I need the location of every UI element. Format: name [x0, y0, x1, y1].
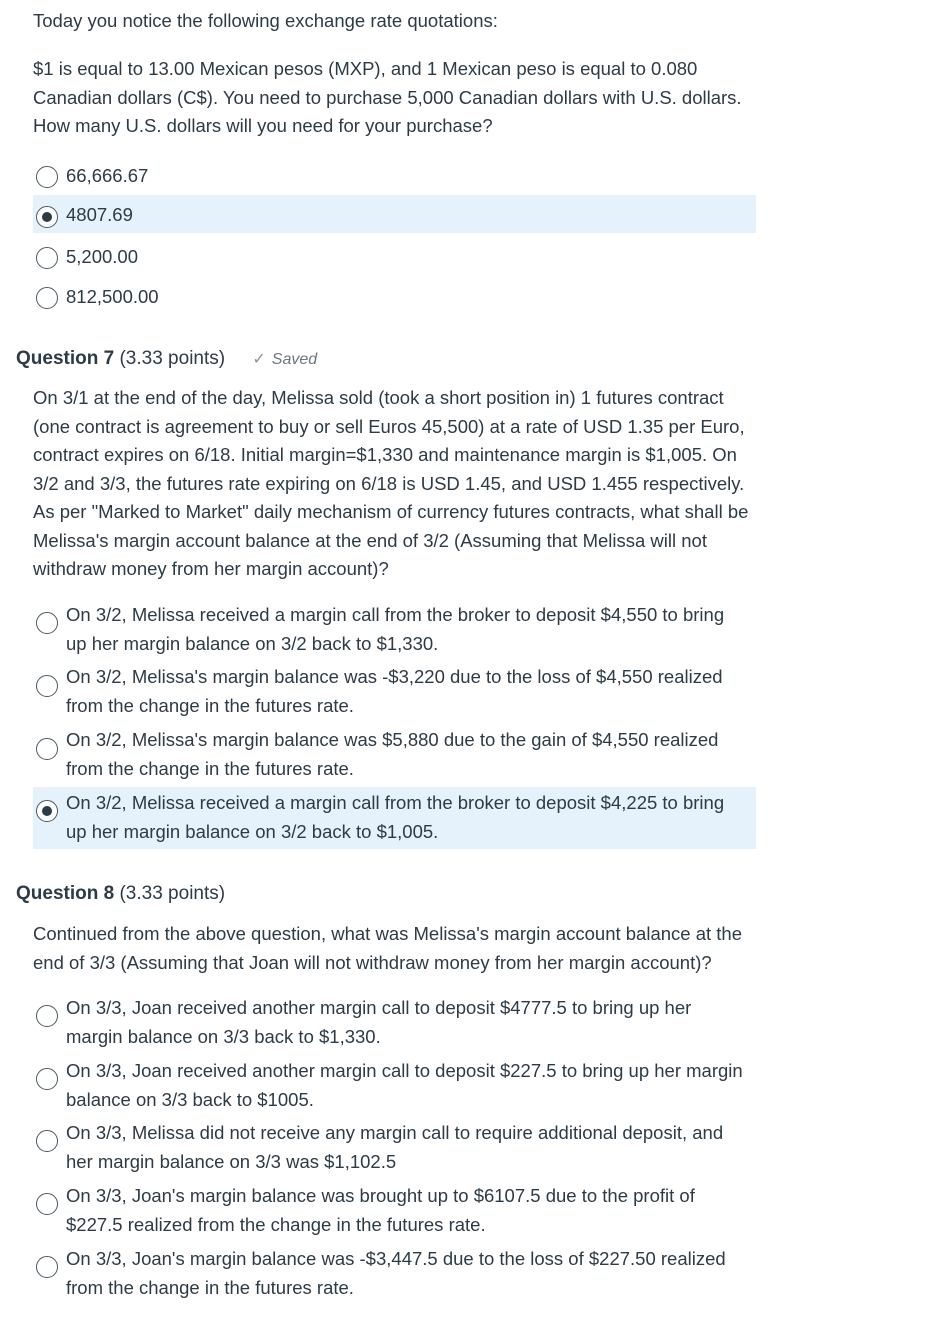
radio-button[interactable] [36, 287, 58, 309]
option-label: 4807.69 [66, 204, 133, 225]
q7-option-1[interactable] [33, 600, 756, 662]
radio-button[interactable] [36, 1005, 58, 1027]
q8-option-2[interactable] [33, 1057, 756, 1119]
option-label: On 3/3, Joan's margin balance was brought up to $6107.5 due to the profit of $227.5 realized from the change in the futures rate. [66, 1185, 695, 1235]
option-label: On 3/3, Joan's margin balance was -$3,447.5 due to the loss of $227.50 realized from the change in the futures rate. [66, 1248, 726, 1298]
saved-label: Saved [271, 351, 318, 368]
q7-points: (3.33 points) [119, 348, 226, 369]
q8-option-5[interactable] [33, 1245, 756, 1307]
q6-question-text: $1 is equal to 13.00 Mexican pesos (MXP), and 1 Mexican peso is equal to 0.080 Canadian dollars (C$). You need to purchase 5,000 Canadian dollars with U.S. dollars. How many U.S. dollars will you need for your purchase? [33, 58, 742, 136]
q8-header [16, 881, 225, 907]
radio-button-selected[interactable] [36, 800, 58, 822]
radio-button[interactable] [36, 1068, 58, 1090]
q7-option-4[interactable] [33, 787, 756, 849]
option-label: On 3/3, Joan received another margin call to deposit $4777.5 to bring up her margin balance on 3/3 back to $1,330. [66, 997, 692, 1047]
option-label: 5,200.00 [66, 246, 139, 267]
radio-button[interactable] [36, 1193, 58, 1215]
option-label: On 3/2, Melissa received a margin call from the broker to deposit $4,550 to bring up her margin balance on 3/2 back to $1,330. [66, 604, 725, 654]
q8-question-text: Continued from the above question, what was Melissa's margin account balance at the end of 3/3 (Assuming that Joan will not withdraw money from her margin account)? [33, 923, 742, 973]
q7-option-3[interactable] [33, 725, 756, 787]
radio-button[interactable] [36, 612, 58, 634]
q7-question-text: On 3/1 at the end of the day, Melissa sold (took a short position in) 1 futures contract (one contract is agreement to buy or sell Euros 45,500) at a rate of USD 1.35 per Euro, contract expires on 6/18. Initial margin=$1,330 and maintenance margin is $1,005. On 3/2 and 3/3, the futures rate expiring on 6/18 is USD 1.45, and USD 1.455 respectively. As per "Marked to Market" daily mechanism of currency futures contracts, what shall be Melissa's margin account balance at the end of 3/2 (Assuming that Melissa will not withdraw money from her margin account)? [33, 387, 749, 579]
q7-option-2[interactable] [33, 662, 756, 725]
q6-option-4[interactable] [33, 280, 756, 316]
option-label: 66,666.67 [66, 165, 149, 186]
q8-title: Question 8 [16, 883, 115, 904]
option-label: On 3/3, Joan received another margin call to deposit $227.5 to bring up her margin balance on 3/3 back to $1005. [66, 1060, 743, 1110]
radio-button[interactable] [36, 675, 58, 697]
radio-button[interactable] [36, 1130, 58, 1152]
q8-option-3[interactable] [33, 1119, 756, 1182]
q6-option-2[interactable] [33, 195, 756, 233]
q6-option-3[interactable] [33, 240, 756, 276]
q8-option-4[interactable] [33, 1182, 756, 1244]
option-label: On 3/2, Melissa's margin balance was $5,880 due to the gain of $4,550 realized from the change in the futures rate. [66, 729, 719, 779]
saved-status [252, 351, 317, 368]
radio-button[interactable] [36, 738, 58, 760]
radio-button[interactable] [36, 247, 58, 269]
radio-button[interactable] [36, 166, 58, 188]
q6-intro: Today you notice the following exchange rate quotations: [33, 10, 498, 31]
option-label: On 3/2, Melissa's margin balance was -$3,220 due to the loss of $4,550 realized from the change in the futures rate. [66, 666, 723, 716]
checkmark-icon: ✓ [252, 351, 266, 368]
option-label: 812,500.00 [66, 286, 159, 307]
q8-points: (3.33 points) [119, 883, 226, 904]
q7-title: Question 7 [16, 348, 115, 369]
q8-option-1[interactable] [33, 994, 756, 1057]
radio-button-selected[interactable] [36, 206, 58, 228]
option-label: On 3/2, Melissa received a margin call from the broker to deposit $4,225 to bring up her margin balance on 3/2 back to $1,005. [66, 792, 725, 842]
q6-option-1[interactable] [33, 159, 756, 195]
radio-button[interactable] [36, 1256, 58, 1278]
option-label: On 3/3, Melissa did not receive any margin call to require additional deposit, and her margin balance on 3/3 was $1,102.5 [66, 1122, 724, 1172]
q7-header [16, 346, 317, 373]
